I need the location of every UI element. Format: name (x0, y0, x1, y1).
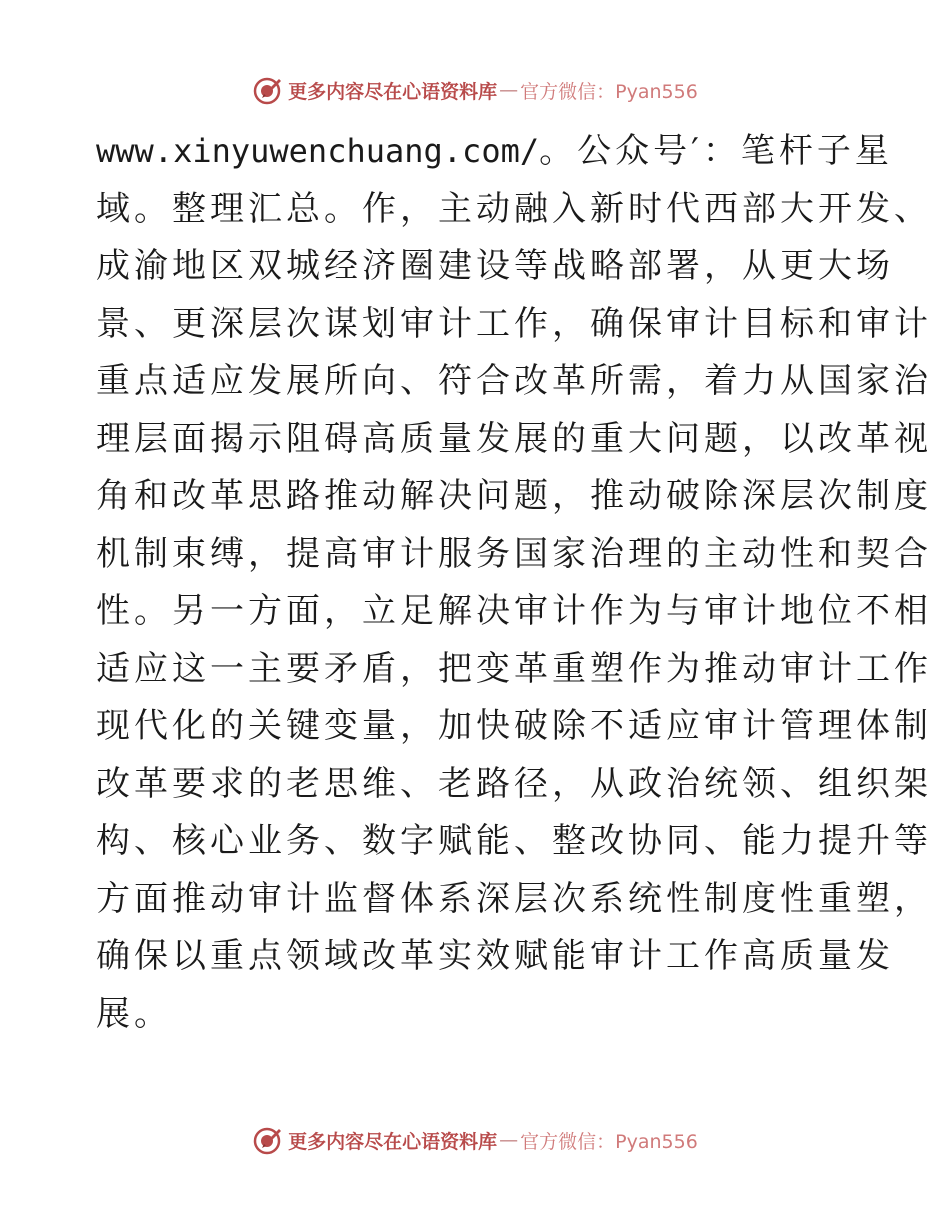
body-line-5: 理层面揭示阻碍高质量发展的重大问题，以改革视 (96, 418, 932, 459)
body-line-15: 展。 (96, 993, 172, 1034)
footer-banner (0, 1120, 950, 1160)
promo-text: 更多内容尽在心语资料库 (288, 80, 498, 103)
body-line-7: 机制束缚，提高审计服务国家治理的主动性和契合 (96, 533, 932, 574)
separator-dash: — (499, 1129, 519, 1151)
document-body (96, 123, 932, 1043)
body-line-0: www.xinyuwenchuang.com/。公众号′：笔杆子星 (96, 131, 893, 171)
body-line-9: 适应这一主要矛盾，把变革重塑作为推动审计工作 (96, 648, 932, 689)
body-line-8: 性。另一方面，立足解决审计作为与审计地位不相 (96, 591, 932, 631)
body-line-13: 方面推动审计监督体系深层次系统性制度性重塑， (96, 878, 932, 919)
body-line-4: 重点适应发展所向、符合改革所需，着力从国家治 (96, 361, 932, 401)
header-banner (0, 70, 950, 110)
wechat-contact: 官方微信：Pyan556 (520, 80, 698, 103)
pen-logo-icon (252, 1124, 284, 1156)
separator-dash: — (499, 79, 519, 101)
body-line-3: 景、更深层次谋划审计工作，确保审计目标和审计 (96, 303, 932, 344)
body-line-14: 确保以重点领域改革实效赋能审计工作高质量发 (96, 936, 894, 976)
body-line-10: 现代化的关键变量，加快破除不适应审计管理体制 (96, 706, 932, 746)
website-link[interactable]: www.xinyuwenchuang.com/ (96, 132, 540, 170)
body-line-12: 构、核心业务、数字赋能、整改协同、能力提升等 (96, 821, 932, 861)
pen-logo-icon (252, 74, 284, 106)
body-line-2: 成渝地区双城经济圈建设等战略部署，从更大场 (96, 246, 894, 286)
promo-text: 更多内容尽在心语资料库 (288, 1130, 498, 1153)
wechat-contact: 官方微信：Pyan556 (520, 1130, 698, 1153)
body-line-1: 域。整理汇总。作，主动融入新时代西部大开发、 (96, 188, 932, 229)
body-line-11: 改革要求的老思维、老路径，从政治统领、组织架 (96, 763, 932, 804)
body-line-6: 角和改革思路推动解决问题，推动破除深层次制度 (96, 476, 932, 516)
